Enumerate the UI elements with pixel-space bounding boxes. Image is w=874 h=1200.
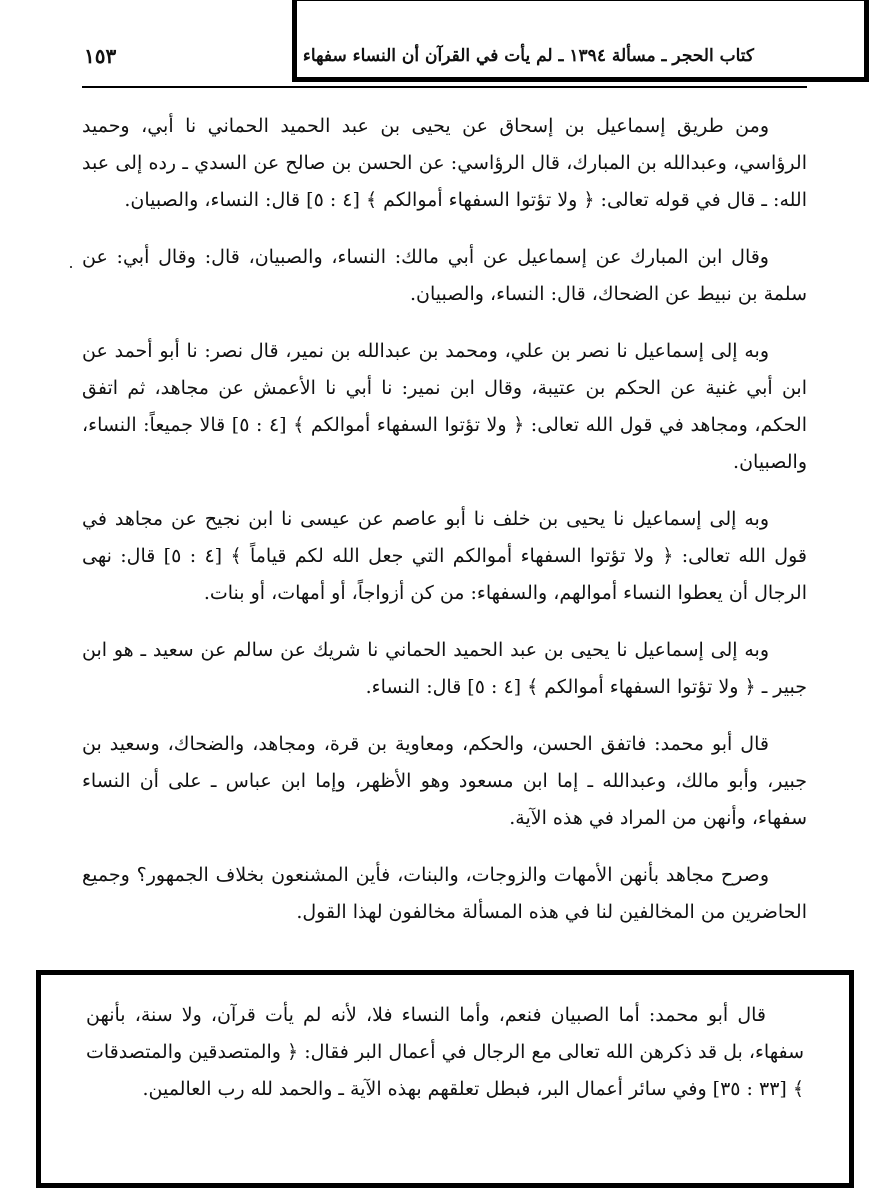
paragraph-4: وبه إلى إسماعيل نا يحيى بن خلف نا أبو عاصم عن عيسى نا ابن نجيح عن مجاهد في قول الله تعالى: ﴿ ولا تؤتوا السفهاء أموالكم التي جعل الله لكم قياماً ﴾ [٤ : ٥] قال: نهى الرجال أن يعطوا النساء أموالهم، والسفهاء: من كن أزواجاً، أو أمهات، أو بنات. <box>82 508 807 604</box>
highlighted-conclusion-box <box>36 970 854 1188</box>
page-header-title: كتاب الحجر ـ مسألة ١٣٩٤ ـ لم يأت في القرآن أن النساء سفهاء <box>302 46 754 66</box>
paragraph-2: وقال ابن المبارك عن إسماعيل عن أبي مالك: النساء، والصبيان، قال: وقال أبي: عن سلمة بن نبيط عن الضحاك، قال: النساء، والصبيان. <box>82 246 807 305</box>
paragraph-7: وصرح مجاهد بأنهن الأمهات والزوجات، والبنات، فأين المشنعون بخلاف الجمهور؟ وجميع الحاضرين من المخالفين لنا في هذه المسألة مخالفون لهذا القول. <box>82 864 807 923</box>
header-box <box>292 0 869 82</box>
paragraph-6: قال أبو محمد: فاتفق الحسن، والحكم، ومعاوية بن قرة، ومجاهد، والضحاك، وسعيد بن جبير، وأبو مالك، وعبدالله ـ إما ابن مسعود وهو الأظهر، وإما ابن عباس ـ على أن النساء سفهاء، وأنهن من المراد في هذه الآية. <box>82 733 807 829</box>
conclusion-text <box>86 997 804 1108</box>
conclusion-paragraph: قال أبو محمد: أما الصبيان فنعم، وأما النساء فلا، لأنه لم يأت قرآن، ولا سنة، بأنهن سفهاء، بل قد ذكرهن الله تعالى مع الرجال في أعمال البر فقال: ﴿ والمتصدقين والمتصدقات ﴾ [٣٣ : ٣٥] وفي سائر أعمال البر، فبطل تعلقهم بهذه الآية ـ والحمد لله رب العالمين. <box>86 1004 804 1100</box>
scan-speck <box>70 266 72 268</box>
page-number: ١٥٣ <box>84 44 117 68</box>
page-body <box>82 108 807 951</box>
paragraph-1: ومن طريق إسماعيل بن إسحاق عن يحيى بن عبد الحميد الحماني نا أبي، وحميد الرؤاسي، وعبدالله بن المبارك، قال الرؤاسي: عن الحسن بن صالح عن السدي ـ رده إلى عبد الله: ـ قال في قوله تعالى: ﴿ ولا تؤتوا السفهاء أموالكم ﴾ [٤ : ٥] قال: النساء، والصبيان. <box>82 115 807 211</box>
paragraph-5: وبه إلى إسماعيل نا يحيى بن عبد الحميد الحماني نا شريك عن سالم عن سعيد ـ هو ابن جبير ـ ﴿ ولا تؤتوا السفهاء أموالكم ﴾ [٤ : ٥] قال: النساء. <box>82 639 807 698</box>
header-divider <box>82 86 807 88</box>
paragraph-3: وبه إلى إسماعيل نا نصر بن علي، ومحمد بن عبدالله بن نمير، قال نصر: نا أبو أحمد عن ابن أبي غنية عن الحكم بن عتيبة، وقال ابن نمير: نا أبي نا الأعمش عن مجاهد، ثم اتفق الحكم، ومجاهد في قول الله تعالى: ﴿ ولا تؤتوا السفهاء أموالكم ﴾ [٤ : ٥] قالا جميعاً: النساء، والصبيان. <box>82 340 808 473</box>
